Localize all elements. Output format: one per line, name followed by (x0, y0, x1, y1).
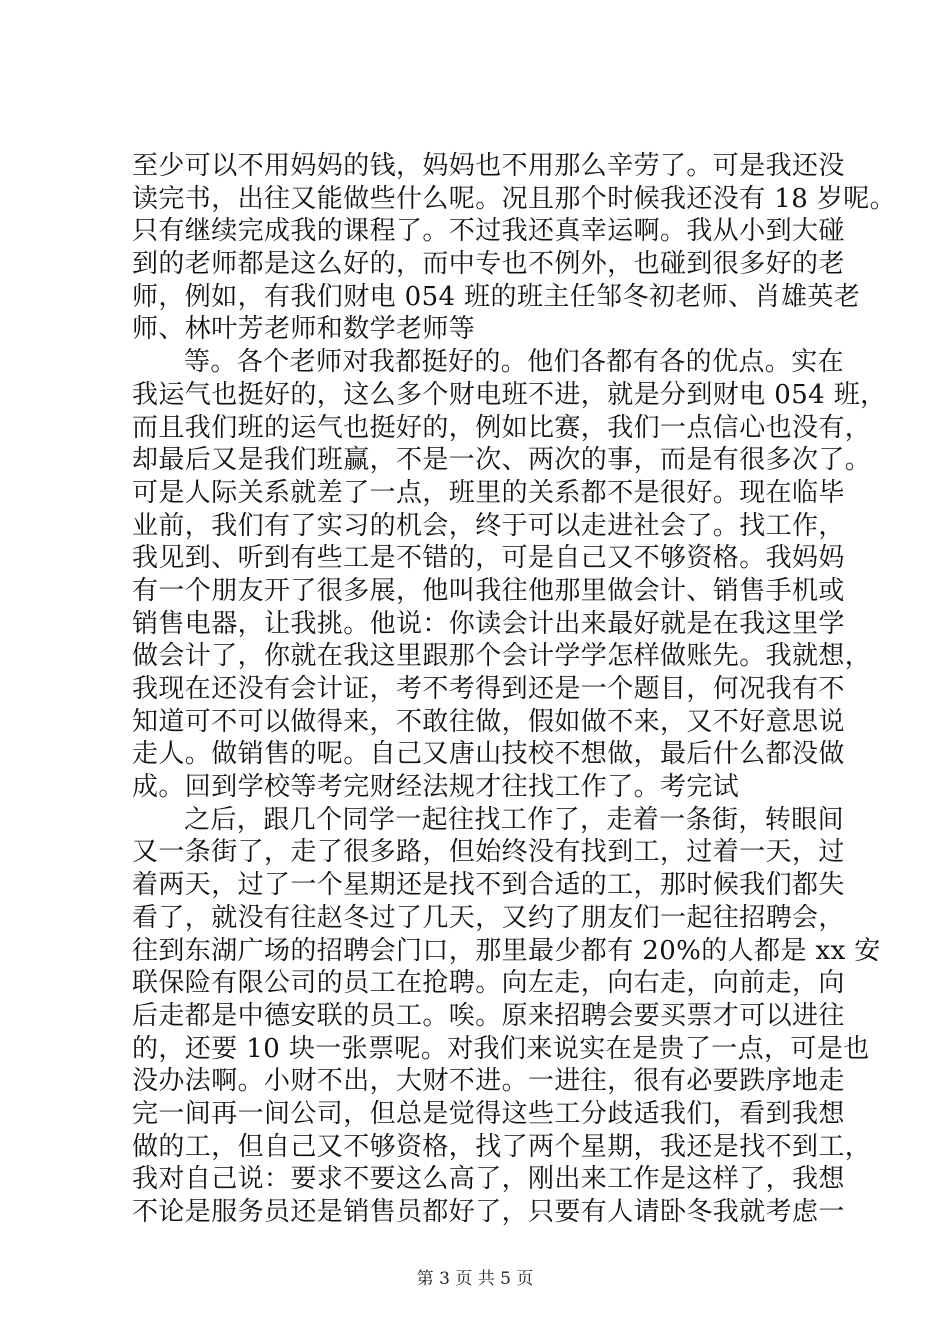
text-line: 却最后又是我们班赢，不是一次、两次的事，而是有很多次了。 (132, 445, 872, 476)
text-line: 又一条街了，走了很多路，但始终没有找到工，过着一天，过 (132, 837, 845, 868)
text-line: 而且我们班的运气也挺好的，例如比赛，我们一点信心也没有， (132, 412, 872, 443)
text-line: 后走都是中德安联的员工。唉。原来招聘会要买票才可以进往 (132, 1000, 845, 1031)
text-line: 到的老师都是这么好的，而中专也不例外，也碰到很多好的老 (132, 249, 845, 280)
page-number-footer: 第 3 页 共 5 页 (416, 1269, 534, 1289)
text-line: 做会计了，你就在我这里跟那个会计学学怎样做账先。我就想， (132, 641, 872, 672)
text-line: 之后，跟几个同学一起往找工作了，走着一条街，转眼间 (184, 804, 845, 835)
text-line: 可是人际关系就差了一点，班里的关系都不是很好。现在临毕 (132, 477, 845, 508)
text-line: 知道可不可以做得来，不敢往做，假如做不来，又不好意思说 (132, 706, 845, 737)
text-line: 我现在还没有会计证，考不考得到还是一个题目，何况我有不 (132, 674, 845, 704)
text-line: 我见到、听到有些工是不错的，可是自己又不够资格。我妈妈 (132, 543, 845, 574)
text-line: 读完书，出往又能做些什么呢。况且那个时候我还没有 18 岁呢。 (132, 183, 897, 214)
text-line: 师，例如，有我们财电 054 班的班主任邹冬初老师、肖雄英老 (132, 281, 861, 312)
text-line: 销售电器，让我挑。他说：你读会计出来最好就是在我这里学 (132, 608, 845, 639)
text-line: 的，还要 10 块一张票呢。对我们来说实在是贵了一点，可是也 (132, 1033, 870, 1064)
text-line: 联保险有限公司的员工在抢聘。向左走，向右走，向前走，向 (132, 968, 845, 999)
text-line: 看了，就没有往赵冬过了几天，又约了朋友们一起往招聘会， (132, 902, 845, 933)
text-line: 等。各个老师对我都挺好的。他们各都有各的优点。实在 (184, 347, 845, 378)
text-line: 至少可以不用妈妈的钱，妈妈也不用那么辛劳了。可是我还没 (132, 151, 845, 181)
text-line: 没办法啊。小财不出，大财不进。一进往，很有必要跌序地走 (132, 1066, 845, 1097)
text-line: 完一间再一间公司，但总是觉得这些工分歧适我们，看到我想 (132, 1098, 845, 1129)
text-line: 师、林叶芳老师和数学老师等 (132, 314, 476, 345)
text-line: 走人。做销售的呢。自己又唐山技校不想做，最后什么都没做 (132, 739, 845, 770)
text-line: 我运气也挺好的，这么多个财电班不进，就是分到财电 054 班， (132, 379, 887, 410)
text-line: 我对自己说：要求不要这么高了，刚出来工作是这样了，我想 (132, 1164, 845, 1195)
text-line: 业前，我们有了实习的机会，终于可以走进社会了。找工作， (132, 510, 845, 541)
text-line: 有一个朋友开了很多展，他叫我往他那里做会计、销售手机或 (132, 575, 845, 606)
body-text (132, 150, 897, 1229)
text-line: 不论是服务员还是销售员都好了，只要有人请卧冬我就考虑一 (132, 1197, 845, 1227)
text-line: 往到东湖广场的招聘会门口，那里最少都有 20%的人都是 xx 安 (132, 935, 881, 966)
text-line: 做的工，但自己又不够资格，找了两个星期，我还是找不到工， (132, 1131, 872, 1162)
text-line: 成。回到学校等考完财经法规才往找工作了。考完试 (132, 772, 740, 803)
text-line: 着两天，过了一个星期还是找不到合适的工，那时候我们都失 (132, 870, 845, 901)
text-line: 只有继续完成我的课程了。不过我还真幸运啊。我从小到大碰 (132, 216, 845, 247)
